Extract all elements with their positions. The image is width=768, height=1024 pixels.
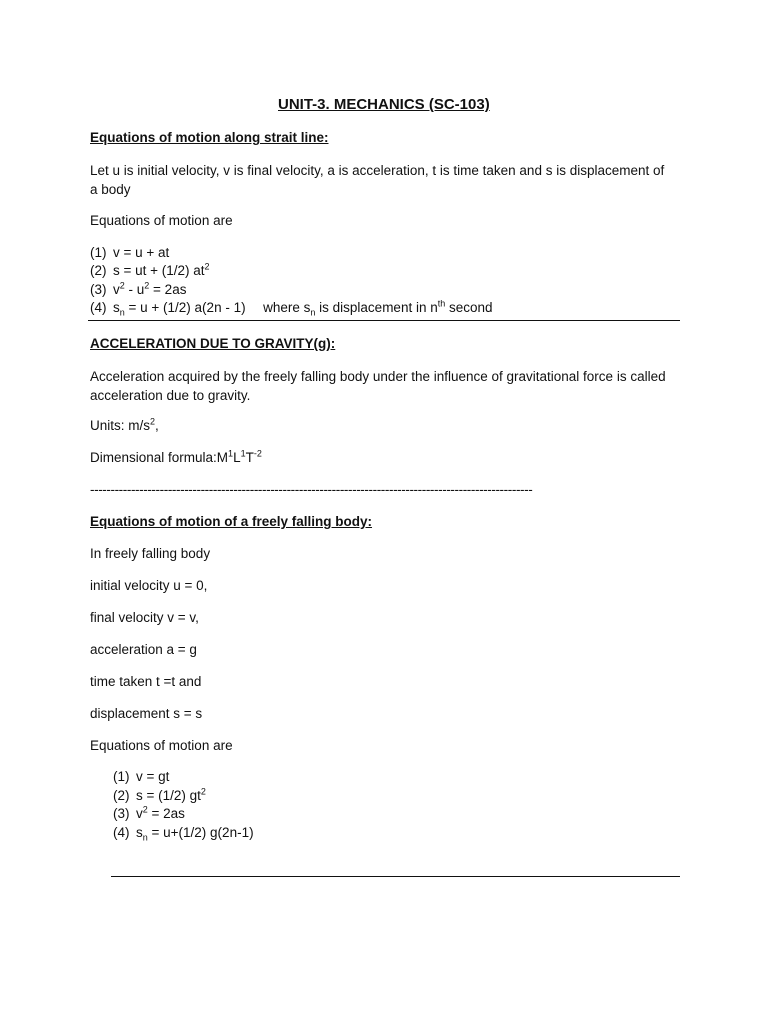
free-fall-line: initial velocity u = 0,: [90, 578, 208, 593]
subscript: n: [310, 307, 316, 318]
equation-text: v = gt: [136, 769, 170, 784]
superscript: 2: [142, 804, 148, 815]
equation-number: (4): [90, 300, 107, 315]
equation-3: [90, 282, 186, 298]
free-fall-line: displacement s = s: [90, 706, 203, 721]
equations-heading: Equations of motion are: [90, 213, 233, 228]
free-fall-equation-2: [113, 788, 206, 804]
superscript: th: [437, 298, 446, 309]
gravity-definition: Acceleration acquired by the freely falling body under the influence of gravitational force is called acceleration due to gravity.: [90, 369, 666, 403]
subscript: n: [142, 832, 148, 843]
equation-number: (2): [90, 263, 107, 278]
equation-text: = u+(1/2) g(2n-1): [147, 825, 254, 840]
superscript: 2: [204, 261, 210, 272]
free-fall-equation-3: [113, 806, 185, 822]
equation-4: [90, 300, 493, 316]
dimension-text: L: [233, 450, 241, 465]
divider-line: [88, 320, 680, 321]
equation-text: v: [113, 282, 120, 297]
subscript: n: [119, 307, 125, 318]
superscript: 1: [240, 448, 246, 459]
equation-text: s: [136, 825, 143, 840]
dimensional-formula-line: [90, 450, 262, 466]
equation-number: (1): [90, 245, 107, 260]
equation-1: [90, 245, 169, 261]
equation-text: v = u + at: [113, 245, 170, 260]
superscript: -2: [253, 448, 262, 459]
superscript: 2: [150, 416, 156, 427]
equation-number: (4): [113, 825, 130, 840]
intro-paragraph: Let u is initial velocity, v is final velocity, a is acceleration, t is time taken and s is displacement of a body: [90, 163, 665, 197]
equation-note: where s: [263, 300, 311, 315]
equation-text: = 2as: [149, 282, 187, 297]
equation-number: (2): [113, 788, 130, 803]
equation-number: (3): [113, 806, 130, 821]
equation-text: - u: [124, 282, 145, 297]
superscript: 2: [200, 786, 206, 797]
free-fall-line: time taken t =t and: [90, 674, 202, 689]
dimension-text: T: [245, 450, 254, 465]
section-heading-free-fall: Equations of motion of a freely falling body:: [90, 514, 373, 529]
equation-text: = 2as: [147, 806, 185, 821]
superscript: 2: [144, 280, 150, 291]
free-fall-line: In freely falling body: [90, 546, 211, 561]
equation-text: s: [113, 300, 120, 315]
dimension-text: Dimensional formula:M: [90, 450, 229, 465]
dashed-separator: ------------------------------------------------------------------------------------------------------------: [90, 482, 533, 497]
page-title: UNIT-3. MECHANICS (SC-103): [278, 96, 490, 113]
equation-text: s = (1/2) gt: [136, 788, 201, 803]
free-fall-equation-1: [113, 769, 169, 785]
equation-text: s = ut + (1/2) at: [113, 263, 205, 278]
free-fall-equation-4: [113, 825, 254, 841]
equation-number: (1): [113, 769, 130, 784]
equation-note: is displacement in n: [315, 300, 438, 315]
equation-number: (3): [90, 282, 107, 297]
free-fall-line: acceleration a = g: [90, 642, 197, 657]
free-fall-line: final velocity v = v,: [90, 610, 199, 625]
superscript: 2: [119, 280, 125, 291]
units-line: [90, 418, 159, 434]
divider-line: [111, 876, 680, 877]
equation-text: v: [136, 806, 143, 821]
units-text: ,: [155, 418, 159, 433]
section-heading-equations-of-motion: Equations of motion along strait line:: [90, 130, 329, 145]
equation-text: = u + (1/2) a(2n - 1): [124, 300, 246, 315]
units-text: Units: m/s: [90, 418, 151, 433]
free-fall-equations-heading: Equations of motion are: [90, 738, 233, 753]
superscript: 1: [228, 448, 234, 459]
equation-2: [90, 263, 210, 279]
section-heading-gravity: ACCELERATION DUE TO GRAVITY(g):: [90, 336, 336, 351]
equation-note: second: [445, 300, 493, 315]
